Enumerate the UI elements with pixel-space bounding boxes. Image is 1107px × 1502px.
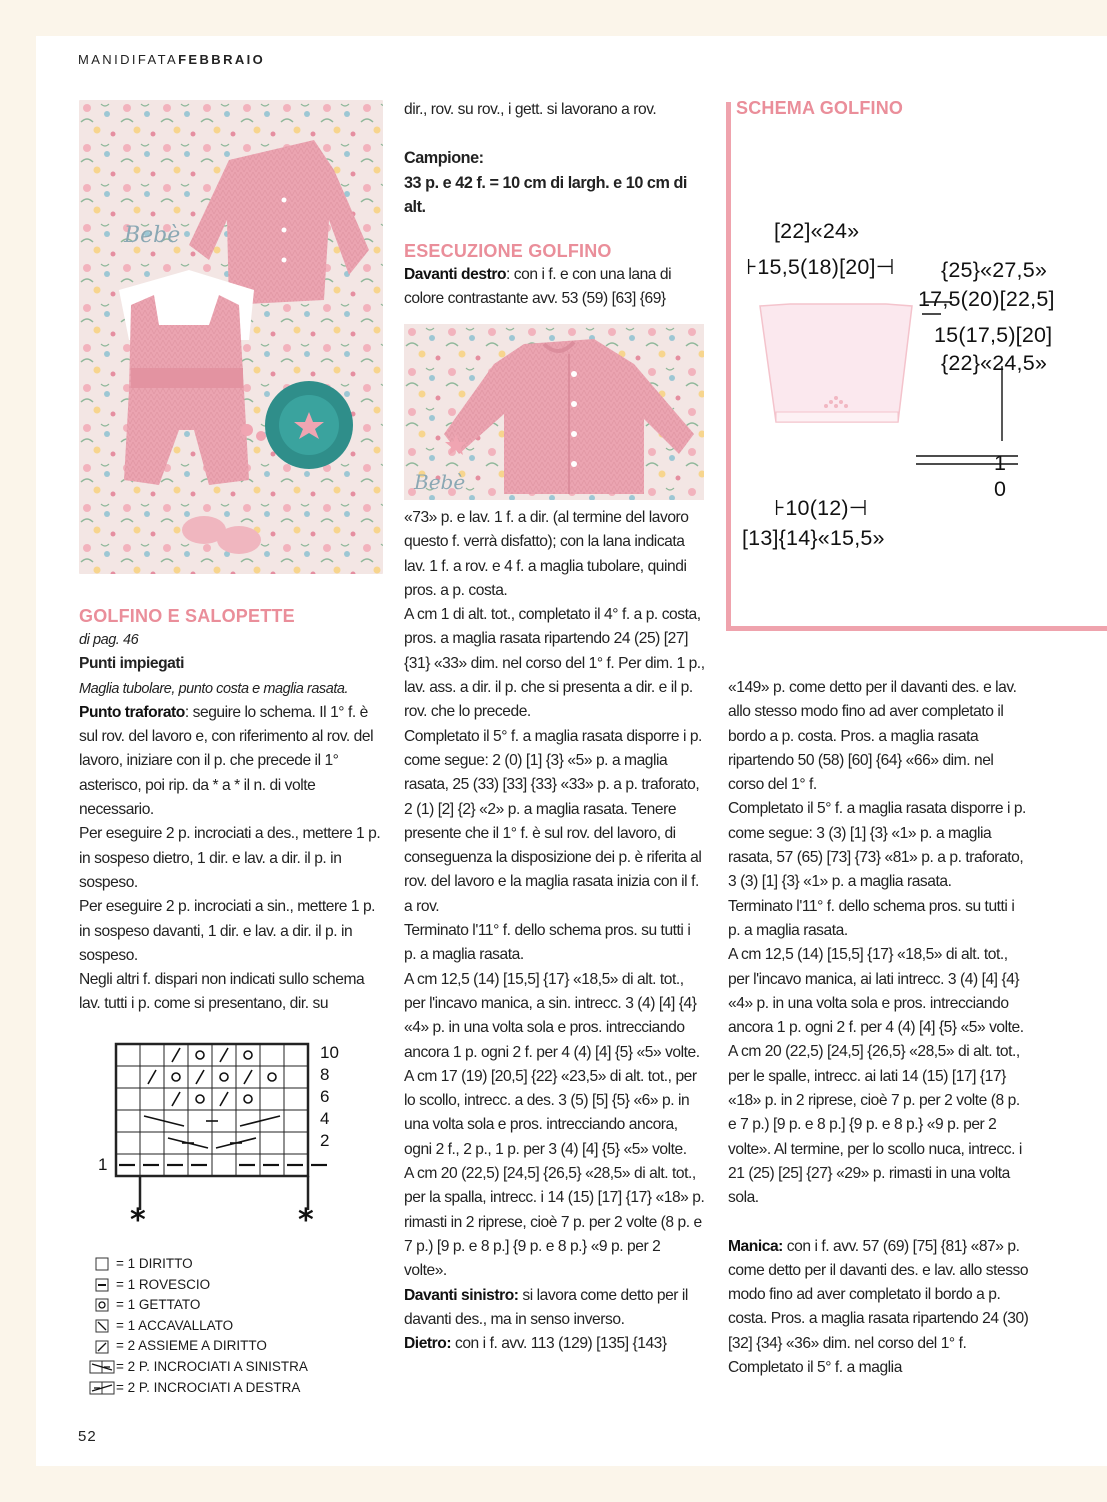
legend-item: = 1 ACCAVALLATO xyxy=(88,1316,308,1337)
page-number: 52 xyxy=(78,1428,97,1445)
measure-label: 15(17,5)[20] xyxy=(934,323,1053,347)
body-paragraph: «149» p. come detto per il davanti des. e lav. allo stesso modo fino ad aver completato il bordo a p. costa. Pros. a maglia rasata ripartendo 50 (58) [60] {64} «66» dim. nel corso del 1° f. xyxy=(728,679,1017,794)
chart-row-1: 1 xyxy=(98,1155,108,1174)
measure-label: {22}«24,5» xyxy=(941,351,1048,375)
esecuzione-title: ESECUZIONE GOLFINO xyxy=(404,241,612,262)
photo-golfino-salopette xyxy=(79,100,383,574)
article-title: GOLFINO E SALOPETTE xyxy=(79,606,295,626)
measure-label: 17,5(20)[22,5] xyxy=(918,287,1055,311)
chart-row-2: 2 xyxy=(320,1131,330,1150)
measure-label: ⊦15,5(18)[20]⊣ xyxy=(746,255,895,279)
svg-text:Bebè: Bebè xyxy=(124,223,181,248)
measure-label: ⊦10(12)⊣ xyxy=(774,496,868,520)
dietro-paragraph: Dietro: con i f. avv. 113 (129) [135] {143} xyxy=(404,1335,667,1353)
stitches-list: Maglia tubolare, punto costa e maglia rasata. xyxy=(79,680,349,697)
chart-row-6: 6 xyxy=(320,1087,330,1106)
body-paragraph: A cm 17 (19) [20,5] {22} «23,5» di alt. tot., per lo scollo, intrecc. a des. 3 (5) [5] {5} «6» p. in una volta sola e pros. intrecciando ancora, ogni 2 f., 2 p., 1 p. per 3 (4) [4] {5} «5» volte. xyxy=(404,1067,697,1158)
cross-left-icon xyxy=(89,1360,115,1374)
body-paragraph: A cm 12,5 (14) [15,5] {17} «18,5» di alt. tot., per l'incavo manica, a sin. intrecc. 3 (4) [4] {4} «4» p. in una volta sola e pros. intrecciando ancora 1 p. ogni 2 f. per 4 (4) [4] {5} «5» volte. xyxy=(404,970,700,1061)
chart-legend xyxy=(88,1254,308,1398)
manica-paragraph: Manica: con i f. avv. 57 (69) [75] {81} «87» p. come detto per il davanti des. e lav. allo stesso modo fino ad aver completato il bordo a p. costa. Pros. a maglia rasata ripartendo 24 (30) [32] {34} «36» dim. nel corso del 1° f. Completato il 5° f. a maglia xyxy=(728,1237,1029,1377)
page-reference: di pag. 46 xyxy=(79,632,139,648)
sleeve-diagram xyxy=(736,286,1096,526)
svg-text:Bebè: Bebè xyxy=(414,470,466,494)
body-paragraph: Completato il 5° f. a maglia rasata disporre i p. come segue: 2 (0) [1] {3} «5» p. a maglia rasata, 25 (33) [33] {33} «33» p. a p. traforato, 2 (1) [2] {2} «2» p. a maglia rasata. Tenere presente che il 1° f. è sul rov. del lavoro, di conseguenza la disposizione dei p. è riferita al rov. del lavoro e la maglia rasata inizia con il f. a rov. xyxy=(404,727,702,915)
measure-label: [13]{14}«15,5» xyxy=(742,526,885,550)
middle-column-top xyxy=(404,98,706,312)
legend-item: = 1 ROVESCIO xyxy=(88,1275,308,1296)
asterisk-left: * xyxy=(130,1203,146,1230)
davanti-sinistro-paragraph: Davanti sinistro: si lavora come detto per il davanti des., ma in senso inverso. xyxy=(404,1286,688,1328)
k2tog-icon xyxy=(95,1340,109,1354)
intro-text: dir., rov. su rov., i gett. si lavorano a rov. xyxy=(404,101,657,118)
body-paragraph: A cm 20 (22,5) [24,5] {26,5} «28,5» di alt. tot., per le spalle, intrecc. ai lati 14 (15) [17] {17} «18» p. in 2 riprese, cioè 7 p. per 2 volte (8 p. e 7 p.) [9 p. e 8 p.] {9 p. e 8 p.} «9 p. per 2 volte». Al termine, per lo scollo nuca, intrecc. i 21 (25) [25] {27} «29» p. rimasti in una volta sola. xyxy=(728,1043,1022,1207)
measure-label: 1 xyxy=(994,451,1007,475)
traforato-paragraph: Punto traforato: seguire lo schema. Il 1° f. è sul rov. del lavoro e, con riferimento al rov. del lavoro, iniziare con il p. che precede il 1° asterisco, poi rip. da * a * il n. di volte necessario. xyxy=(79,703,374,819)
measure-label: 0 xyxy=(994,477,1007,501)
legend-item: = 2 P. INCROCIATI A SINISTRA xyxy=(88,1357,308,1378)
body-paragraph: Terminato l'11° f. dello schema pros. su tutti i p. a maglia rasata. xyxy=(404,922,691,964)
campione-text: 33 p. e 42 f. = 10 cm di largh. e 10 cm di alt. xyxy=(404,173,687,216)
right-column xyxy=(728,676,1030,1380)
legend-item: = 1 DIRITTO xyxy=(88,1254,308,1275)
asterisk-right: * xyxy=(298,1203,314,1230)
magazine-page xyxy=(36,36,1107,1466)
cross-left-paragraph: Per eseguire 2 p. incrociati a sin., mettere 1 p. in sospeso davanti, 1 dir. e lav. a dir. il p. in sospeso. xyxy=(79,898,376,964)
running-header: MANIDIFATAFEBBRAIO xyxy=(78,52,266,67)
campione-label: Campione: xyxy=(404,149,484,168)
davanti-destro-paragraph: Davanti destro: con i f. e con una lana di colore contrastante avv. 53 (59) [63] {69} xyxy=(404,266,672,308)
body-paragraph: «73» p. e lav. 1 f. a dir. (al termine del lavoro questo f. verrà disfatto); con la lana indicata lav. 1 f. a rov. e 4 f. a maglia tubolare, quindi pros. a p. costa. xyxy=(404,509,689,599)
legend-item: = 2 P. INCROCIATI A DESTRA xyxy=(88,1378,308,1399)
odd-rows-paragraph: Negli altri f. dispari non indicati sullo schema lav. tutti i p. come si presentano, dir. su xyxy=(79,971,365,1013)
body-paragraph: A cm 20 (22,5) [24,5] {26,5} «28,5» di alt. tot., per la spalla, intrecc. i 14 (15) [17] {17} «18» p. rimasti in 2 riprese, cioè 7 p. per 2 volte (8 p. e 7 p.) [9 p. e 8 p.] {9 p. e 8 p.} «9 p. per 2 volte». xyxy=(404,1165,705,1280)
knitting-chart xyxy=(88,1040,358,1230)
body-paragraph: Terminato l'11° f. dello schema pros. su tutti i p. a maglia rasata. xyxy=(728,897,1015,939)
slip-over-icon xyxy=(95,1319,109,1333)
measure-label: [22]«24» xyxy=(774,219,860,243)
chart-row-4: 4 xyxy=(320,1109,330,1128)
yarn-over-icon xyxy=(95,1298,109,1312)
legend-item: = 1 GETTATO xyxy=(88,1295,308,1316)
purl-square-icon xyxy=(95,1278,109,1292)
body-paragraph: Completato il 5° f. a maglia rasata disporre i p. come segue: 3 (3) [1] {3} «1» p. a maglia rasata, 57 (65) [73] {73} «81» p. a p. traforato, 3 (3) [1] {3} «1» p. a maglia rasata. xyxy=(728,800,1026,891)
measure-label: {25}«27,5» xyxy=(941,258,1048,282)
cross-right-paragraph: Per eseguire 2 p. incrociati a des., mettere 1 p. in sospeso dietro, 1 dir. e lav. a dir. il p. in sospeso. xyxy=(79,825,381,891)
schema-title: SCHEMA GOLFINO xyxy=(736,98,904,118)
body-paragraph: A cm 12,5 (14) [15,5] {17} «18,5» di alt. tot., per l'incavo manica, ai lati intrecc. 3 (4) [4] {4} «4» p. in una volta sola e pros. intrecciando ancora 1 p. ogni 2 f. per 4 (4) [4] {5} «5» volte. xyxy=(728,946,1024,1037)
chart-row-10: 10 xyxy=(320,1043,339,1062)
section-heading: Punti impiegati xyxy=(79,655,185,673)
cross-right-icon xyxy=(89,1381,115,1395)
body-paragraph: A cm 1 di alt. tot., completato il 4° f. a p. costa, pros. a maglia rasata ripartendo 24 (25) [27] {31} «33» dim. nel corso del 1° f. Per dim. 1 p., lav. ass. a dir. il p. che si presenta a dir. e il p. rov. che lo precede. xyxy=(404,606,705,721)
left-column xyxy=(79,604,383,1017)
middle-column-bottom xyxy=(404,506,706,1356)
legend-item: = 2 ASSIEME A DIRITTO xyxy=(88,1336,308,1357)
knit-square-icon xyxy=(95,1257,109,1271)
chart-row-8: 8 xyxy=(320,1065,330,1084)
photo-golfino xyxy=(404,324,704,500)
